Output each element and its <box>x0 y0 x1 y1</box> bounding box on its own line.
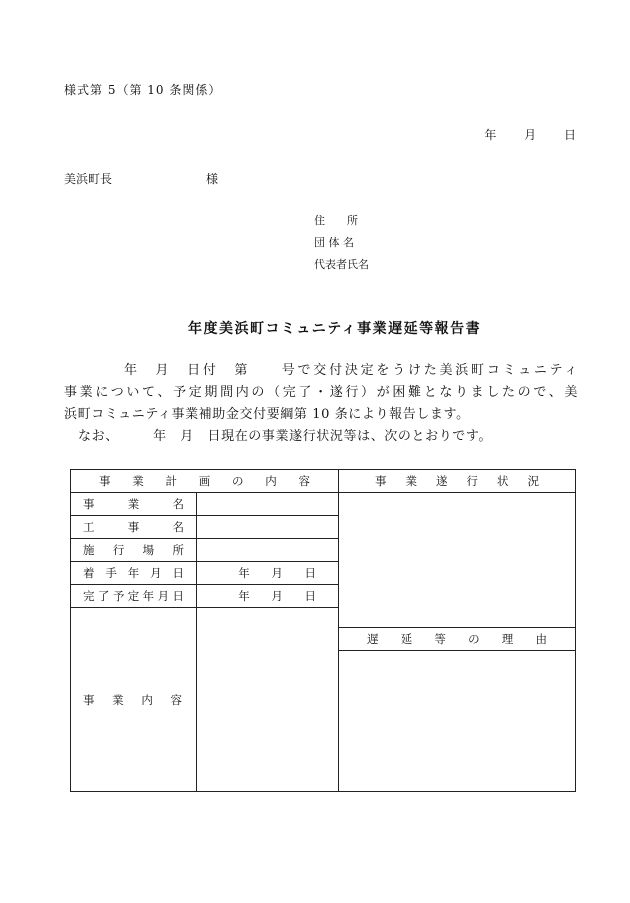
addressee-name: 美浜町長 <box>64 172 113 186</box>
plan-header: 事業計画の内容 <box>71 470 339 493</box>
report-table <box>70 469 576 792</box>
end-date-field[interactable]: 年 月 日 <box>197 585 339 608</box>
body-line-1: 年 月 日付 第 号で交付決定をうけた美浜町コミュニティ <box>124 363 578 378</box>
content-label: 事業内容 <box>71 608 197 792</box>
honorific: 様 <box>206 172 219 186</box>
project-name-label: 事業名 <box>71 493 197 516</box>
end-date-label: 完了予定年月日 <box>71 585 197 608</box>
delay-header: 遅延等の理由 <box>339 628 576 651</box>
work-name-field[interactable] <box>197 516 339 539</box>
status-field[interactable] <box>339 493 576 628</box>
sender-address-label: 住 所 <box>314 214 358 227</box>
report-date: 年 月 日 <box>484 128 576 142</box>
sender-group-label: 団 体 名 <box>314 236 354 249</box>
location-label: 施行場所 <box>71 539 197 562</box>
addressee <box>64 170 218 187</box>
content-field[interactable] <box>197 608 339 792</box>
delay-reason-field[interactable] <box>339 651 576 792</box>
body-paragraph <box>64 360 578 448</box>
sender-representative-label: 代表者氏名 <box>314 258 369 271</box>
body-line-4: なお、 年 月 日現在の事業遂行状況等は、次のとおりです。 <box>78 429 493 444</box>
start-date-label: 着手年月日 <box>71 562 197 585</box>
project-name-field[interactable] <box>197 493 339 516</box>
start-date-field[interactable]: 年 月 日 <box>197 562 339 585</box>
document-title: 年度美浜町コミュニティ事業遅延等報告書 <box>188 321 482 337</box>
body-line-3: 浜町コミュニティ事業補助金交付要綱第 10 条により報告します。 <box>64 407 470 422</box>
work-name-label: 工事名 <box>71 516 197 539</box>
location-field[interactable] <box>197 539 339 562</box>
form-number: 様式第 5（第 10 条関係） <box>64 83 222 97</box>
body-line-2: 事業について、予定期間内の（完了・遂行）が困難となりましたので、美 <box>64 385 578 400</box>
status-header: 事業遂行状況 <box>339 470 576 493</box>
